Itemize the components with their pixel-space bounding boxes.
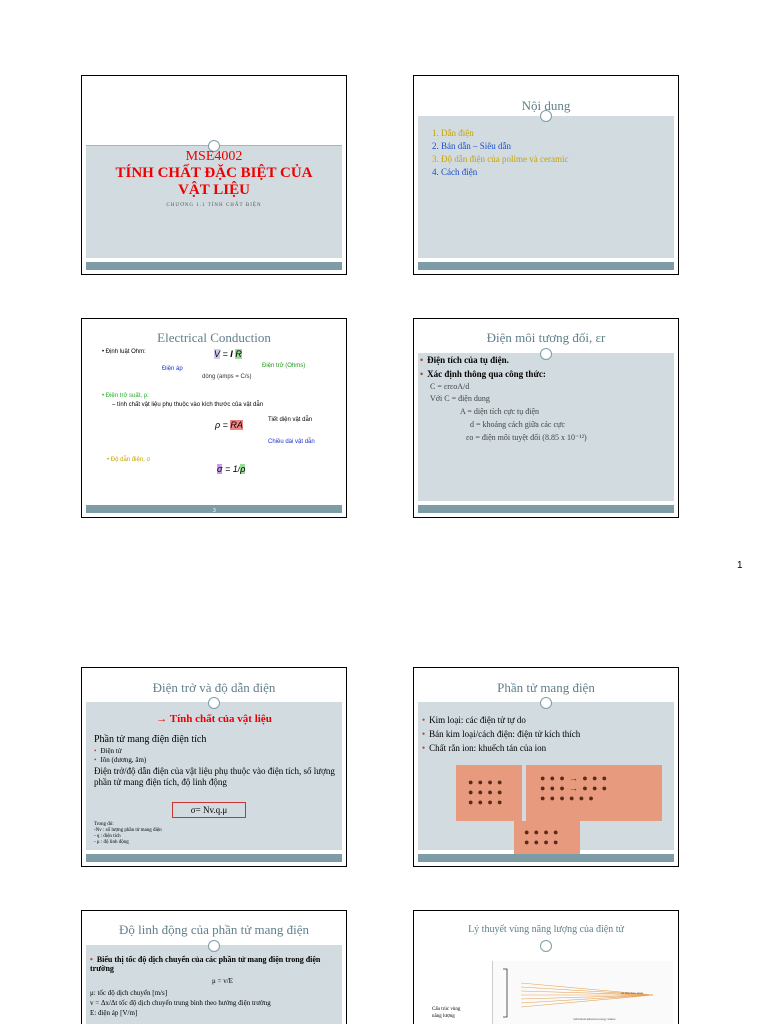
velocity-def: v = Δx/Δt tốc độ dịch chuyển trung bình theo hướng điện trường xyxy=(90,999,271,1007)
slide-title-line2: VẬT LIỆU xyxy=(178,182,250,198)
current-label: dòng (amps = C/s) xyxy=(202,374,252,380)
slide-title: Nội dung xyxy=(521,98,571,113)
slide-1 xyxy=(81,75,347,275)
state-label-2: Individual allowed energy states xyxy=(573,1017,616,1021)
band-structure-label-1: Cấu trúc vùng xyxy=(432,1007,461,1012)
bullet-1: • Điện tích của tụ điện. xyxy=(420,355,509,365)
slide-bottom-bar xyxy=(86,262,342,270)
slide-ring-icon xyxy=(208,697,220,709)
formula-box: σ= Nv.q.μ xyxy=(172,802,246,818)
slide-ring-icon xyxy=(208,940,220,952)
bullet-2: • Iôn (dương, âm) xyxy=(94,756,146,764)
para-1: Phần tử mang điện điện tích xyxy=(94,734,207,745)
slide-title: Phần tử mang điện xyxy=(497,680,595,695)
band-diagram xyxy=(492,961,673,1024)
resistance-label: Điện trở (Ohms) xyxy=(262,363,306,369)
para-2: Điện trở/độ dẫn điện của vật liệu phụ thuộc vào điện tích, số lượng phần tử mang điện tích, độ linh động xyxy=(94,766,335,787)
slide-title: Lý thuyết vùng năng lượng của điện tử xyxy=(468,924,624,935)
slide-ring-icon xyxy=(540,697,552,709)
course-code: MSE4002 xyxy=(185,149,243,164)
slide-6 xyxy=(413,667,679,867)
bullet-1: • Điện tử xyxy=(94,747,122,755)
bullet-1: • Biểu thị tốc độ dịch chuyển của các phần tử mang điện trong điện trường xyxy=(90,955,340,973)
slide-header-area xyxy=(86,80,342,146)
conductivity-label: • Độ dẫn điện, σ xyxy=(107,457,151,463)
slide-7 xyxy=(81,910,347,1024)
def-a: A = diện tích cực tụ điện xyxy=(460,407,540,416)
bullet-3: • Chất rắn ion: khuếch tán của ion xyxy=(422,743,546,753)
mobility-formula: μ = v/E xyxy=(212,977,233,985)
slide-5 xyxy=(81,667,347,867)
slide-3 xyxy=(81,318,347,518)
toc-item-4: 4. Cách điện xyxy=(432,167,478,177)
voltage-label: Điện áp xyxy=(162,366,183,372)
energy-band-svg xyxy=(493,961,673,1024)
note-2: -Nv : số lượng phần tử mang điện xyxy=(94,828,162,833)
conductivity-equation: σ = 1/ρ xyxy=(217,464,246,474)
toc-item-1: 1. Dẫn điện xyxy=(432,128,474,138)
cross-section-label: Tiết diện vật dẫn xyxy=(268,417,313,423)
length-label: Chiều dài vật dẫn xyxy=(268,439,315,445)
def-d: d = khoảng cách giữa các cực xyxy=(470,420,565,429)
ion-diagram: ● ● ● ● ● ● ● ● xyxy=(514,821,580,859)
note-4: - μ : độ linh động xyxy=(94,840,129,845)
slide-title: Electrical Conduction xyxy=(157,330,271,345)
where-line: Với C = điện dung xyxy=(430,394,490,403)
bullet-2: • Bán kim loại/cách điện: điện tử kích thích xyxy=(422,729,580,739)
slide-number: 3 xyxy=(213,508,216,514)
bullet-1: • Kim loại: các điện tử tự do xyxy=(422,715,526,725)
electron-diagram-a: ● ● ● ● ● ● ● ● ● ● ● ● xyxy=(456,765,522,821)
formula-line: C = εrεoA/d xyxy=(430,382,470,391)
slide-bottom-bar xyxy=(418,262,674,270)
slide-bottom-bar xyxy=(418,505,674,513)
electron-diagram-b: ● ● ● → ● ● ● ● ● ● → ● ● ● ● ● ● ● ● ● xyxy=(526,765,662,821)
slide-title: Độ linh động của phần tử mang điện xyxy=(118,922,310,937)
note-3: - q : điện tích xyxy=(94,834,121,839)
slide-title: Điện môi tương đối, εr xyxy=(486,330,606,345)
slide-title-line1: TÍNH CHẤT ĐẶC BIỆT CỦA xyxy=(115,165,313,181)
resistivity-label: • Điện trở suất, ρ: xyxy=(102,393,149,399)
slide-ring-icon xyxy=(540,940,552,952)
band-structure-label-2: năng lượng xyxy=(432,1014,455,1019)
section-heading: → Tính chất của vật liệu xyxy=(156,713,272,725)
mobility-def: μ: tốc độ dịch chuyển [m/s] xyxy=(90,989,168,997)
def-eps: εo = điện môi tuyệt đối (8.85 x 10⁻¹²) xyxy=(466,433,587,442)
page-number: 1 xyxy=(737,560,743,571)
ohm-equation: V = I R xyxy=(214,349,242,359)
note-1: Trong đó: xyxy=(94,822,114,827)
slide-2 xyxy=(413,75,679,275)
slide-subtitle: CHƯƠNG 1.1 TÍNH CHẤT ĐIỆN xyxy=(166,203,262,208)
resistivity-equation: ρ = RA xyxy=(215,420,243,430)
slide-bottom-bar xyxy=(418,854,674,862)
slide-title: Điện trở và độ dẫn điện xyxy=(152,680,276,695)
field-def: E: điện áp [V/m] xyxy=(90,1009,138,1017)
toc-item-3: 3. Độ dẫn điện của polime và ceramic xyxy=(432,154,569,164)
slide-8 xyxy=(413,910,679,1024)
slide-4 xyxy=(413,318,679,518)
ohm-law-label: • Định luật Ohm: xyxy=(102,349,146,355)
bullet-2: • Xác định thông qua công thức: xyxy=(420,369,546,379)
state-label-1: 2s Electron state xyxy=(621,991,644,995)
resistivity-desc: – tính chất vật liệu phụ thuộc vào kích thước của vật dẫn xyxy=(112,402,264,408)
slide-ring-icon xyxy=(540,348,552,360)
slide-bottom-bar xyxy=(86,854,342,862)
toc-item-2: 2. Bán dẫn – Siêu dẫn xyxy=(432,141,511,151)
